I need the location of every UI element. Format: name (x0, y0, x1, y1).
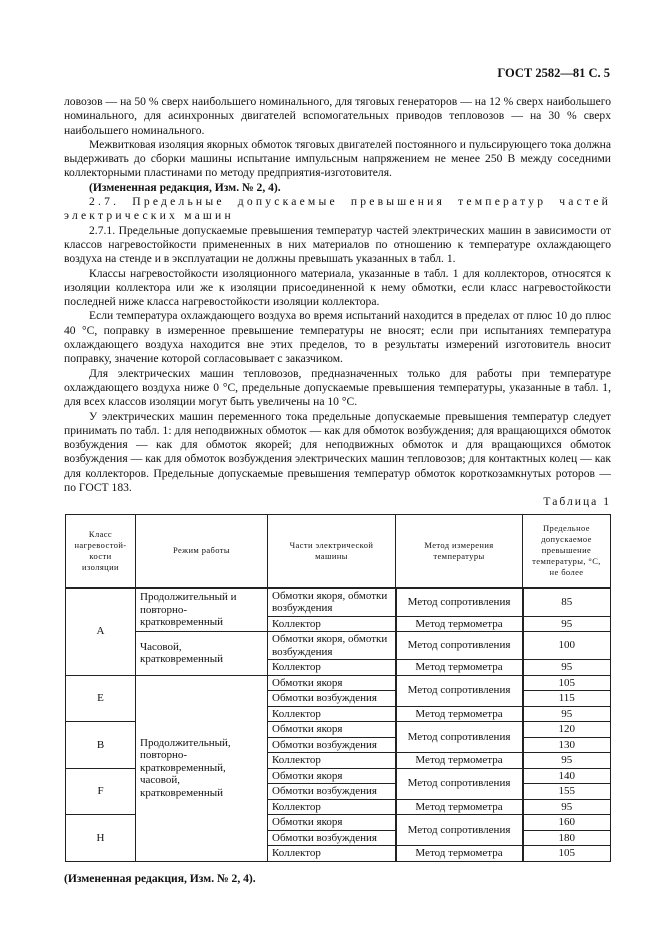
limit-value-cell: 95 (523, 616, 611, 632)
limit-value-cell: 95 (523, 799, 611, 815)
part-cell: Обмотки возбуждения (268, 691, 396, 707)
class-cell: E (66, 675, 136, 722)
method-cell: Метод сопротивления (396, 632, 523, 660)
limit-value-cell: 95 (523, 706, 611, 722)
part-cell: Обмотки якоря, обмотки возбуждения (268, 632, 396, 660)
part-cell: Коллектор (268, 799, 396, 815)
part-cell: Коллектор (268, 753, 396, 769)
paragraph: Классы нагревостойкости изоляционного материала, указанные в табл. 1 для коллекторов, относятся к изоляции коллектора или же к изоляции присоединенной к нему обмотки, если класс нагревостойкости последней ниже класса нагревостойкости изоляции коллектора. (64, 266, 611, 309)
regime-cell: Часовой, кратковременный (136, 632, 268, 676)
body-text (64, 95, 611, 510)
header-regime: Режим работы (136, 514, 268, 588)
part-cell: Коллектор (268, 660, 396, 676)
regime-cell: Продолжительный и повторно-кратковременный (136, 588, 268, 632)
limit-value-cell: 180 (523, 830, 611, 846)
method-cell: Метод сопротивления (396, 722, 523, 753)
limit-value-cell: 115 (523, 691, 611, 707)
amendment-note: (Измененная редакция, Изм. № 2, 4). (89, 180, 281, 194)
limit-value-cell: 140 (523, 768, 611, 784)
method-cell: Метод сопротивления (396, 675, 523, 706)
header-method: Метод измерения температуры (396, 514, 523, 588)
method-cell: Метод термометра (396, 616, 523, 632)
section-heading: 2.7. Предельные допускаемые превышения температур частей электрических машин (64, 195, 611, 223)
table-row (66, 588, 611, 617)
paragraph: Если температура охлаждающего воздуха во время испытаний находится в пределах от плюс 10 до плюс 40 °С, поправку в измеренное превышение температуры не вносят; если при испытаниях температура охлаждающего воздуха находится вне этих пределов, то в результаты измерений изготовитель вносит поправку, значение которой согласовывает с заказчиком. (64, 309, 611, 366)
paragraph: ловозов — на 50 % сверх наибольшего номинального, для тяговых генераторов — на 12 % сверх наибольшего номинального, для асинхронных двигателей вспомогательных приводов тепловозов — на 30 % сверх наибольшего номинального. (64, 95, 611, 137)
header-class: Класс нагревостой-кости изоляции (66, 514, 136, 588)
part-cell: Обмотки возбуждения (268, 830, 396, 846)
method-cell: Метод сопротивления (396, 815, 523, 846)
method-cell: Метод термометра (396, 846, 523, 862)
limit-value-cell: 160 (523, 815, 611, 831)
method-cell: Метод сопротивления (396, 588, 523, 617)
paragraph: У электрических машин переменного тока предельные допускаемые превышения температур следует принимать по табл. 1: для неподвижных обмоток — как для обмоток возбуждения; для вращающихся обмоток возбуждения — как для обмоток якорей; для неподвижных обмоток и для вращающихся обмоток возбуждения — как для обмоток возбуждения электрических машин тепловозов; для контактных колец — как для коллекторов. Предельные допускаемые превышения температур обмоток короткозамкнутых роторов — по ГОСТ 183. (64, 409, 611, 495)
header-limit: Предельное допускаемое превышение температуры, °С, не более (523, 514, 611, 588)
regime-cell: Продолжительный, повторно-кратковременный, часовой, кратковременный (136, 675, 268, 861)
part-cell: Коллектор (268, 846, 396, 862)
limit-value-cell: 120 (523, 722, 611, 738)
temperature-table (65, 514, 611, 862)
limit-value-cell: 155 (523, 784, 611, 800)
paragraph: Для электрических машин тепловозов, предназначенных только для работы при температуре охлаждающего воздуха ниже 0 °С, предельные допускаемые превышения температуры, указанные в табл. 1, для всех классов изоляции могут быть увеличены на 10 °С. (64, 366, 611, 409)
limit-value-cell: 95 (523, 660, 611, 676)
table-caption: Таблица 1 (543, 495, 611, 509)
amendment-note-footer: (Измененная редакция, Изм. № 2, 4). (64, 871, 256, 885)
method-cell: Метод термометра (396, 799, 523, 815)
part-cell: Обмотки якоря (268, 815, 396, 831)
table-header-row (66, 514, 611, 588)
class-cell: B (66, 722, 136, 769)
limit-value-cell: 85 (523, 588, 611, 617)
part-cell: Обмотки возбуждения (268, 737, 396, 753)
class-cell: H (66, 815, 136, 862)
part-cell: Коллектор (268, 706, 396, 722)
limit-value-cell: 100 (523, 632, 611, 660)
limit-value-cell: 105 (523, 675, 611, 691)
method-cell: Метод термометра (396, 753, 523, 769)
method-cell: Метод термометра (396, 660, 523, 676)
method-cell: Метод сопротивления (396, 768, 523, 799)
part-cell: Обмотки якоря, обмотки возбуждения (268, 588, 396, 617)
part-cell: Обмотки якоря (268, 722, 396, 738)
method-cell: Метод термометра (396, 706, 523, 722)
header-part: Части электрической машины (268, 514, 396, 588)
paragraph: 2.7.1. Предельные допускаемые превышения температур частей электрических машин в зависимости от классов нагревостойкости примененных в них материалов по отношению к температуре охлаждающего воздуха на стенде и в эксплуатации не должны превышать указанных в табл. 1. (64, 223, 611, 266)
part-cell: Обмотки якоря (268, 768, 396, 784)
table-row (66, 632, 611, 660)
part-cell: Коллектор (268, 616, 396, 632)
page-header: ГОСТ 2582—81 С. 5 (497, 66, 610, 80)
paragraph: Межвитковая изоляция якорных обмоток тяговых двигателей постоянного и пульсирующего тока должна выдерживать до сборки машины испытание импульсным напряжением не менее 250 В между соседними коллекторными пластинами по методу предприятия-изготовителя. (64, 137, 611, 180)
limit-value-cell: 130 (523, 737, 611, 753)
table-row (66, 675, 611, 691)
class-cell: F (66, 768, 136, 815)
class-cell: A (66, 588, 136, 676)
part-cell: Обмотки якоря (268, 675, 396, 691)
part-cell: Обмотки возбуждения (268, 784, 396, 800)
limit-value-cell: 95 (523, 753, 611, 769)
limit-value-cell: 105 (523, 846, 611, 862)
